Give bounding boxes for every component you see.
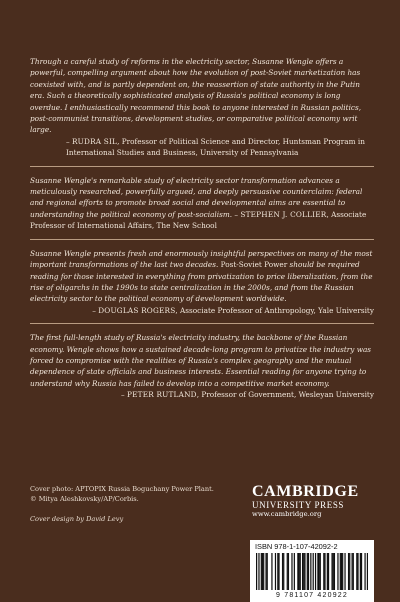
barcode-bar — [310, 553, 311, 590]
barcode-bar — [360, 553, 361, 590]
endorsement-stephen-collier — [30, 175, 374, 232]
endorsement-quote: Through a careful study of reforms in the electricity sector, Susanne Wengle offers a powerful, compelling argument about how the evolution of post-Soviet marketization has coexisted with, and is partly dependent on, the reassertion of state authority in the Putin era. Such a theoretically sophisticated analysis of Russia's political economy is long overdue. I enthusiastically recommend this book to anyone interested in Russian politics, post-communist transitions, development studies, or comparative political economy writ large. — [30, 57, 362, 135]
barcode-bar — [320, 553, 321, 590]
barcode-bar — [256, 553, 257, 590]
barcode-bar — [367, 553, 368, 590]
barcode-bar — [298, 553, 299, 590]
endorser-affiliation: , Professor of Government, Wesleyan University — [196, 390, 374, 400]
barcode-bar — [313, 553, 314, 590]
endorsement-quote-continued: should be required reading for those interested in everything from privatization to price liberalization, from the rise of oligarchs in the 1990s to state centralization in the 2000s, and from the Russian electricity sector to the political economy of development worldwide. — [30, 260, 373, 304]
barcode-graphic — [256, 553, 368, 590]
barcode-bar — [344, 553, 345, 590]
endorsement-attribution — [30, 389, 374, 400]
barcode-bar — [331, 553, 332, 590]
barcode-bar — [275, 553, 276, 590]
divider — [30, 166, 374, 167]
barcode-bar — [327, 553, 328, 590]
barcode-bar — [364, 553, 365, 590]
barcode-bar — [356, 553, 357, 590]
barcode-bar — [333, 553, 334, 590]
barcode-bar — [302, 553, 303, 590]
divider — [30, 323, 374, 324]
barcode-bar — [304, 553, 305, 590]
attribution-dash: – — [121, 390, 127, 400]
endorser-name: PETER RUTLAND — [127, 390, 197, 400]
barcode-bar — [337, 553, 338, 590]
barcode-bar — [357, 553, 358, 590]
barcode-bar — [294, 553, 295, 590]
publisher-logo — [252, 484, 374, 519]
barcode-bar — [323, 553, 324, 590]
endorsement-quote: The first full-length study of Russia's electricity industry, the backbone of the Russian economy. Wengle shows how a sustained decade-long program to privatize the industry was forced to compromise with the realities of Russia's complex geography and the mutual dependence of state officials and business interests. Essential reading for anyone trying to understand why Russia has failed to develop into a competitive market economy. — [30, 333, 372, 388]
barcode-bar — [303, 553, 304, 590]
barcode-bar — [258, 553, 259, 590]
endorser-name: DOUGLAS ROGERS — [98, 305, 176, 315]
credits — [30, 484, 220, 524]
endorsement-attribution — [30, 305, 374, 316]
cover-design-credit: Cover design by David Levy — [30, 515, 124, 523]
endorser-affiliation: , Professor of Political Science and Director, Huntsman Program in International Studies and Business, University of Pennsylvania — [66, 136, 365, 158]
endorser-affiliation: , Associate Professor of Anthropology, Yale University — [175, 305, 374, 315]
barcode-bar — [297, 553, 298, 590]
barcode-bar — [271, 553, 272, 590]
endorsement-attribution — [66, 136, 374, 159]
publisher-subtitle: UNIVERSITY PRESS — [252, 500, 345, 510]
barcode-bar — [261, 553, 262, 590]
barcode-bar — [315, 553, 316, 590]
barcode-bar — [361, 553, 362, 590]
publisher-name: CAMBRIDGE — [252, 483, 359, 500]
attribution-dash: – — [234, 209, 241, 219]
barcode — [250, 540, 374, 602]
barcode-bar — [317, 553, 318, 590]
barcode-bar — [262, 553, 263, 590]
barcode-bars — [256, 553, 368, 590]
barcode-bar — [348, 553, 349, 590]
barcode-bar — [351, 553, 352, 590]
attribution-dash: – — [66, 136, 72, 146]
isbn-label: ISBN 978-1-107-42092-2 — [255, 542, 338, 551]
barcode-bar — [328, 553, 329, 590]
endorsement-quote: Susanne Wengle presents fresh and enormously insightful perspectives on many of the most important transformations of the last two decades. — [30, 248, 373, 270]
barcode-bar — [324, 553, 325, 590]
endorsement-peter-rutland — [30, 332, 374, 400]
barcode-bar — [341, 553, 342, 590]
endorsements — [30, 56, 374, 401]
barcode-bar — [300, 553, 301, 590]
barcode-bar — [334, 553, 335, 590]
barcode-bar — [263, 553, 264, 590]
barcode-bar — [307, 553, 308, 590]
ean-number: 9 781107 420922 — [276, 592, 348, 599]
barcode-bar — [308, 553, 309, 590]
barcode-bar — [318, 553, 319, 590]
barcode-bar — [291, 553, 292, 590]
endorser-name: RUDRA SIL — [71, 136, 118, 146]
barcode-bar — [287, 553, 288, 590]
barcode-bar — [342, 553, 343, 590]
attribution-dash: – — [92, 305, 99, 315]
barcode-bar — [283, 553, 284, 590]
publisher-url: www.cambridge.org — [252, 510, 322, 518]
divider — [30, 239, 374, 240]
endorsement-quote: Susanne Wengle's remarkable study of electricity sector transformation advances a meticulously researched, powerfully argued, and deeply persuasive counterclaim: federal and regional efforts to promote broad social and developmental aims are essential to understanding the political economy of post-socialism. — [30, 175, 363, 219]
endorsement-rudra-sil — [30, 56, 374, 159]
barcode-bar — [282, 553, 283, 590]
cover-photo-credit: Cover photo: APTOPIX Russia Boguchany Power Plant. © Mitya Aleshkovsky/AP/Corbis. — [30, 485, 214, 503]
cover-footer — [30, 483, 374, 599]
barcode-bar — [265, 553, 266, 590]
endorser-affiliation: , Associate Professor of International Affairs, The New School — [30, 209, 367, 231]
book-title-mention: Post-Soviet Power — [218, 260, 290, 270]
barcode-bar — [288, 553, 289, 590]
barcode-bar — [277, 553, 278, 590]
barcode-bar — [340, 553, 341, 590]
barcode-bar — [349, 553, 350, 590]
barcode-bar — [278, 553, 279, 590]
endorsement-douglas-rogers — [30, 248, 374, 316]
barcode-bar — [267, 553, 268, 590]
barcode-bar — [353, 553, 354, 590]
endorser-name: STEPHEN J. COLLIER — [240, 209, 327, 219]
